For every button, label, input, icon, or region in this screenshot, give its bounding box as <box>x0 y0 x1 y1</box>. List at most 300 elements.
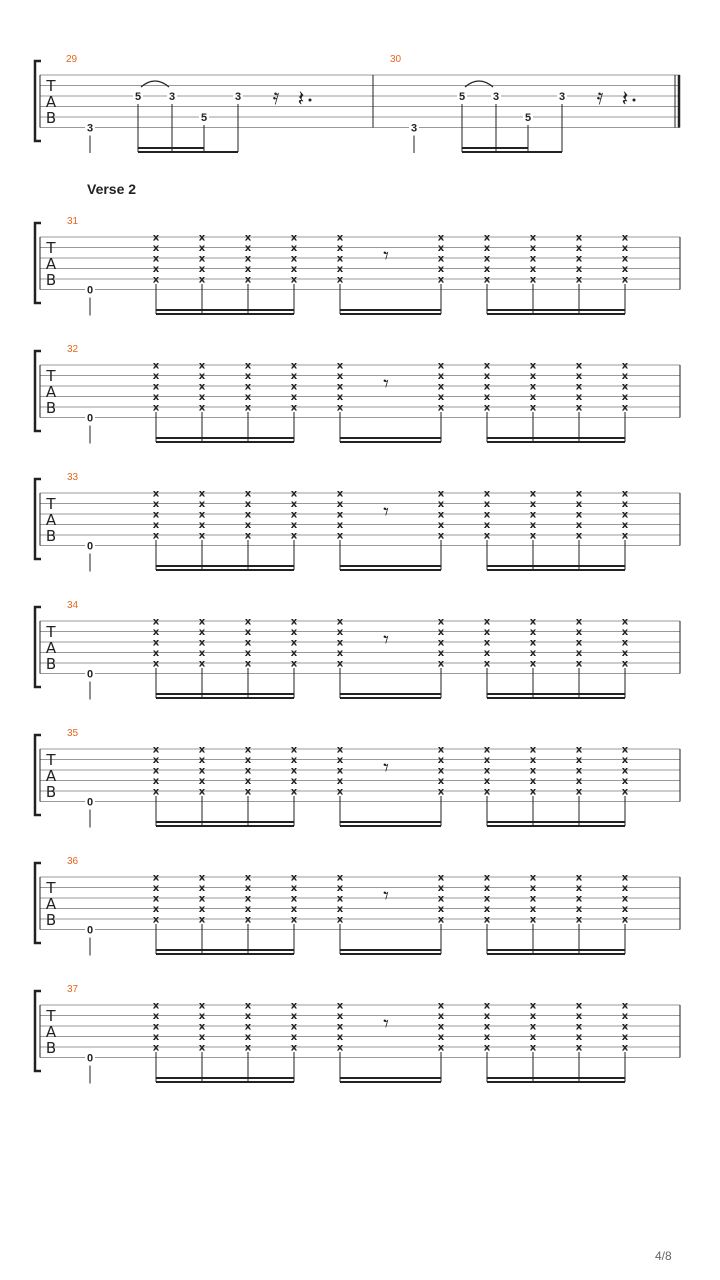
muted-chord <box>291 873 298 955</box>
muted-note-x: x <box>437 765 445 777</box>
muted-note-x: x <box>575 658 583 670</box>
muted-chord <box>530 233 537 315</box>
muted-note-x: x <box>290 264 298 275</box>
muted-note-x: x <box>290 627 298 638</box>
muted-note-x: x <box>290 872 298 884</box>
muted-note-x: x <box>152 381 160 393</box>
muted-chord <box>438 233 445 315</box>
muted-note-x: x <box>198 243 206 254</box>
muted-note-x: x <box>529 499 537 510</box>
muted-note-x: x <box>152 1021 160 1033</box>
muted-note-x: x <box>529 637 537 649</box>
muted-note-x: x <box>198 893 206 905</box>
quarter-rest: 𝄽 <box>621 87 629 112</box>
muted-note-x: x <box>483 488 491 500</box>
muted-note-x: x <box>152 520 160 531</box>
muted-note-x: x <box>198 488 206 500</box>
muted-note-x: x <box>152 744 160 756</box>
muted-note-x: x <box>621 1021 629 1033</box>
muted-chord <box>622 489 629 571</box>
muted-note-x: x <box>529 264 537 275</box>
muted-note-x: x <box>336 243 344 254</box>
muted-note-x: x <box>152 264 160 275</box>
muted-note-x: x <box>575 1021 583 1033</box>
muted-chord <box>337 1001 344 1083</box>
muted-chord <box>622 745 629 827</box>
muted-chord <box>245 873 252 955</box>
muted-note-x: x <box>575 904 583 915</box>
muted-note-x: x <box>290 893 298 905</box>
muted-note-x: x <box>437 893 445 905</box>
muted-note-x: x <box>198 744 206 756</box>
muted-note-x: x <box>437 904 445 915</box>
muted-chord <box>622 361 629 443</box>
muted-note-x: x <box>198 1042 206 1054</box>
muted-note-x: x <box>529 914 537 926</box>
muted-chord <box>337 361 344 443</box>
muted-note-x: x <box>529 883 537 894</box>
tab-clef-letter: A <box>45 93 57 111</box>
muted-chord <box>153 489 160 571</box>
muted-note-x: x <box>529 744 537 756</box>
muted-note-x: x <box>336 402 344 414</box>
muted-note-x: x <box>575 1011 583 1022</box>
muted-note-x: x <box>290 360 298 372</box>
muted-note-x: x <box>529 786 537 798</box>
muted-note-x: x <box>290 1032 298 1043</box>
muted-chord <box>530 873 537 955</box>
muted-chord <box>530 617 537 699</box>
muted-note-x: x <box>483 786 491 798</box>
muted-chord <box>576 489 583 571</box>
muted-note-x: x <box>152 648 160 659</box>
measure-number: 37 <box>67 984 79 995</box>
muted-note-x: x <box>152 392 160 403</box>
muted-note-x: x <box>621 914 629 926</box>
muted-note-x: x <box>529 1032 537 1043</box>
system-1 <box>35 54 680 153</box>
muted-note-x: x <box>152 755 160 766</box>
muted-note-x: x <box>152 1011 160 1022</box>
muted-note-x: x <box>621 765 629 777</box>
muted-note-x: x <box>198 402 206 414</box>
muted-note-x: x <box>198 1011 206 1022</box>
muted-chord <box>438 1001 445 1083</box>
muted-note-x: x <box>152 776 160 787</box>
muted-note-x: x <box>529 530 537 542</box>
muted-note-x: x <box>529 872 537 884</box>
muted-note-x: x <box>152 786 160 798</box>
muted-note-x: x <box>198 392 206 403</box>
muted-note-x: x <box>244 1000 252 1012</box>
measure-number: 34 <box>67 600 79 611</box>
muted-note-x: x <box>290 499 298 510</box>
tab-clef-letter: B <box>45 655 57 673</box>
measure-number: 33 <box>67 472 79 483</box>
muted-note-x: x <box>529 1042 537 1054</box>
muted-note-x: x <box>336 627 344 638</box>
fret-number: 0 <box>86 796 94 809</box>
muted-note-x: x <box>437 360 445 372</box>
muted-note-x: x <box>621 232 629 244</box>
muted-chord <box>337 617 344 699</box>
system-7 <box>35 856 680 956</box>
muted-note-x: x <box>621 786 629 798</box>
tab-clef-letter: A <box>45 511 57 529</box>
muted-note-x: x <box>437 1042 445 1054</box>
muted-note-x: x <box>575 914 583 926</box>
eighth-rest: 𝄾 <box>383 372 389 397</box>
muted-note-x: x <box>575 637 583 649</box>
muted-note-x: x <box>621 872 629 884</box>
muted-note-x: x <box>483 371 491 382</box>
muted-chord <box>576 745 583 827</box>
muted-note-x: x <box>198 509 206 521</box>
muted-note-x: x <box>483 627 491 638</box>
muted-note-x: x <box>152 509 160 521</box>
muted-note-x: x <box>437 1021 445 1033</box>
muted-note-x: x <box>529 755 537 766</box>
muted-note-x: x <box>244 530 252 542</box>
muted-note-x: x <box>437 243 445 254</box>
fret-number: 5 <box>458 91 466 103</box>
muted-chord <box>153 873 160 955</box>
muted-chord <box>199 489 206 571</box>
tab-clef-letter: A <box>45 383 57 401</box>
muted-note-x: x <box>529 232 537 244</box>
muted-note-x: x <box>529 274 537 286</box>
muted-chord <box>484 361 491 443</box>
muted-chord <box>484 1001 491 1083</box>
muted-note-x: x <box>483 637 491 649</box>
muted-note-x: x <box>336 637 344 649</box>
muted-note-x: x <box>437 232 445 244</box>
muted-note-x: x <box>621 776 629 787</box>
muted-note-x: x <box>529 253 537 265</box>
muted-note-x: x <box>621 530 629 542</box>
muted-note-x: x <box>198 904 206 915</box>
rest-dot <box>633 99 636 102</box>
muted-note-x: x <box>575 264 583 275</box>
muted-note-x: x <box>290 232 298 244</box>
tab-clef-letter: B <box>45 109 57 127</box>
muted-note-x: x <box>336 883 344 894</box>
muted-note-x: x <box>575 1042 583 1054</box>
tie-arc <box>141 81 169 87</box>
muted-note-x: x <box>336 1021 344 1033</box>
muted-chord <box>484 617 491 699</box>
muted-chord <box>245 233 252 315</box>
muted-note-x: x <box>244 520 252 531</box>
muted-note-x: x <box>290 786 298 798</box>
muted-note-x: x <box>483 616 491 628</box>
muted-note-x: x <box>575 243 583 254</box>
muted-chord <box>199 1001 206 1083</box>
muted-note-x: x <box>152 893 160 905</box>
muted-note-x: x <box>290 381 298 393</box>
muted-note-x: x <box>437 264 445 275</box>
muted-note-x: x <box>483 648 491 659</box>
muted-note-x: x <box>244 232 252 244</box>
muted-chord <box>291 489 298 571</box>
muted-chord <box>484 745 491 827</box>
muted-note-x: x <box>621 627 629 638</box>
muted-note-x: x <box>336 381 344 393</box>
muted-note-x: x <box>483 360 491 372</box>
fret-number: 0 <box>86 412 94 425</box>
eighth-rest: 𝄾 <box>383 244 389 269</box>
system-8 <box>35 984 680 1084</box>
muted-note-x: x <box>152 883 160 894</box>
muted-note-x: x <box>575 1000 583 1012</box>
muted-note-x: x <box>336 744 344 756</box>
muted-note-x: x <box>152 243 160 254</box>
muted-note-x: x <box>290 509 298 521</box>
muted-note-x: x <box>575 648 583 659</box>
muted-chord <box>153 233 160 315</box>
sixteenth-rest: 𝄿 <box>596 85 604 110</box>
muted-note-x: x <box>290 530 298 542</box>
muted-note-x: x <box>621 381 629 393</box>
tab-clef-letter: T <box>46 1007 56 1025</box>
muted-note-x: x <box>483 744 491 756</box>
muted-note-x: x <box>483 253 491 265</box>
muted-note-x: x <box>529 648 537 659</box>
muted-note-x: x <box>198 1032 206 1043</box>
muted-note-x: x <box>621 755 629 766</box>
tab-clef-letter: B <box>45 783 57 801</box>
measure-number: 30 <box>390 54 402 65</box>
muted-chord <box>622 233 629 315</box>
muted-note-x: x <box>575 360 583 372</box>
muted-note-x: x <box>152 1042 160 1054</box>
muted-chord <box>291 233 298 315</box>
muted-note-x: x <box>198 253 206 265</box>
muted-note-x: x <box>575 616 583 628</box>
muted-note-x: x <box>244 658 252 670</box>
muted-note-x: x <box>621 402 629 414</box>
muted-chord <box>199 617 206 699</box>
muted-note-x: x <box>621 893 629 905</box>
muted-note-x: x <box>244 392 252 403</box>
muted-note-x: x <box>437 499 445 510</box>
muted-note-x: x <box>621 253 629 265</box>
muted-chord <box>153 361 160 443</box>
muted-note-x: x <box>244 616 252 628</box>
muted-note-x: x <box>483 872 491 884</box>
tab-clef-letter: A <box>45 767 57 785</box>
eighth-rest: 𝄾 <box>383 1012 389 1037</box>
muted-chord <box>337 489 344 571</box>
fret-number: 0 <box>86 924 94 937</box>
muted-note-x: x <box>483 893 491 905</box>
muted-note-x: x <box>198 627 206 638</box>
muted-note-x: x <box>290 253 298 265</box>
system-4 <box>35 472 680 572</box>
muted-note-x: x <box>290 904 298 915</box>
muted-note-x: x <box>483 274 491 286</box>
muted-note-x: x <box>198 371 206 382</box>
system-5 <box>35 600 680 700</box>
muted-note-x: x <box>336 1032 344 1043</box>
fret-number: 5 <box>134 91 142 103</box>
muted-chord <box>530 1001 537 1083</box>
muted-note-x: x <box>198 232 206 244</box>
muted-chord <box>153 1001 160 1083</box>
muted-note-x: x <box>244 488 252 500</box>
system-3 <box>35 344 680 444</box>
muted-note-x: x <box>336 253 344 265</box>
muted-note-x: x <box>290 883 298 894</box>
muted-chord <box>576 873 583 955</box>
muted-note-x: x <box>244 274 252 286</box>
muted-note-x: x <box>529 509 537 521</box>
tab-clef-letter: A <box>45 895 57 913</box>
muted-note-x: x <box>621 637 629 649</box>
muted-note-x: x <box>529 243 537 254</box>
muted-note-x: x <box>621 1042 629 1054</box>
muted-note-x: x <box>244 776 252 787</box>
muted-chord <box>199 745 206 827</box>
muted-note-x: x <box>152 402 160 414</box>
muted-note-x: x <box>437 872 445 884</box>
muted-note-x: x <box>529 402 537 414</box>
muted-note-x: x <box>198 1000 206 1012</box>
muted-note-x: x <box>621 1011 629 1022</box>
muted-note-x: x <box>244 627 252 638</box>
muted-note-x: x <box>244 872 252 884</box>
muted-note-x: x <box>575 755 583 766</box>
muted-note-x: x <box>336 765 344 777</box>
muted-note-x: x <box>483 1042 491 1054</box>
muted-chord <box>291 1001 298 1083</box>
muted-note-x: x <box>152 616 160 628</box>
muted-note-x: x <box>244 637 252 649</box>
muted-note-x: x <box>483 1032 491 1043</box>
muted-note-x: x <box>198 360 206 372</box>
muted-note-x: x <box>152 658 160 670</box>
muted-chord <box>245 361 252 443</box>
muted-chord <box>199 233 206 315</box>
eighth-rest: 𝄾 <box>383 628 389 653</box>
muted-note-x: x <box>336 1042 344 1054</box>
muted-note-x: x <box>336 520 344 531</box>
fret-number: 5 <box>200 112 208 124</box>
muted-note-x: x <box>198 786 206 798</box>
system-6 <box>35 728 680 828</box>
muted-chord <box>530 745 537 827</box>
muted-note-x: x <box>198 264 206 275</box>
fret-number: 0 <box>86 540 94 553</box>
muted-note-x: x <box>152 1032 160 1043</box>
muted-note-x: x <box>483 658 491 670</box>
muted-note-x: x <box>437 488 445 500</box>
muted-chord <box>576 1001 583 1083</box>
muted-note-x: x <box>437 530 445 542</box>
muted-note-x: x <box>529 904 537 915</box>
muted-note-x: x <box>483 904 491 915</box>
muted-chord <box>337 745 344 827</box>
muted-note-x: x <box>198 530 206 542</box>
muted-note-x: x <box>483 381 491 393</box>
muted-note-x: x <box>198 648 206 659</box>
muted-note-x: x <box>621 616 629 628</box>
muted-note-x: x <box>575 371 583 382</box>
muted-note-x: x <box>244 264 252 275</box>
muted-note-x: x <box>290 1000 298 1012</box>
muted-chord <box>622 617 629 699</box>
tab-clef-letter: T <box>46 879 56 897</box>
muted-note-x: x <box>621 274 629 286</box>
muted-chord <box>530 489 537 571</box>
fret-number: 3 <box>558 91 566 103</box>
tab-clef-letter: T <box>46 77 56 95</box>
muted-note-x: x <box>483 509 491 521</box>
muted-note-x: x <box>575 744 583 756</box>
muted-chord <box>576 233 583 315</box>
tab-clef-letter: B <box>45 911 57 929</box>
muted-note-x: x <box>575 402 583 414</box>
muted-note-x: x <box>621 648 629 659</box>
muted-note-x: x <box>336 776 344 787</box>
muted-note-x: x <box>575 786 583 798</box>
muted-note-x: x <box>290 392 298 403</box>
muted-chord <box>622 873 629 955</box>
muted-chord <box>484 233 491 315</box>
muted-note-x: x <box>290 765 298 777</box>
tie-arc <box>465 81 493 87</box>
muted-note-x: x <box>529 893 537 905</box>
muted-note-x: x <box>483 755 491 766</box>
muted-note-x: x <box>621 904 629 915</box>
muted-note-x: x <box>198 499 206 510</box>
fret-number: 3 <box>86 122 94 135</box>
muted-note-x: x <box>437 1011 445 1022</box>
muted-note-x: x <box>244 648 252 659</box>
muted-note-x: x <box>198 381 206 393</box>
tab-clef-letter: A <box>45 255 57 273</box>
muted-note-x: x <box>483 530 491 542</box>
muted-note-x: x <box>483 1000 491 1012</box>
muted-note-x: x <box>529 1021 537 1033</box>
muted-note-x: x <box>244 402 252 414</box>
muted-note-x: x <box>437 371 445 382</box>
muted-note-x: x <box>336 530 344 542</box>
muted-note-x: x <box>621 658 629 670</box>
muted-note-x: x <box>198 914 206 926</box>
muted-note-x: x <box>437 786 445 798</box>
muted-chord <box>245 489 252 571</box>
muted-note-x: x <box>336 232 344 244</box>
measure-number: 31 <box>67 216 79 227</box>
tab-clef-letter: B <box>45 271 57 289</box>
muted-note-x: x <box>621 243 629 254</box>
muted-note-x: x <box>336 392 344 403</box>
muted-note-x: x <box>244 893 252 905</box>
muted-note-x: x <box>575 381 583 393</box>
muted-note-x: x <box>152 914 160 926</box>
muted-note-x: x <box>336 755 344 766</box>
tab-clef-letter: T <box>46 495 56 513</box>
muted-note-x: x <box>575 392 583 403</box>
muted-note-x: x <box>152 530 160 542</box>
muted-note-x: x <box>483 264 491 275</box>
muted-note-x: x <box>244 744 252 756</box>
muted-note-x: x <box>336 1000 344 1012</box>
muted-chord <box>484 489 491 571</box>
muted-note-x: x <box>152 274 160 286</box>
muted-note-x: x <box>575 765 583 777</box>
